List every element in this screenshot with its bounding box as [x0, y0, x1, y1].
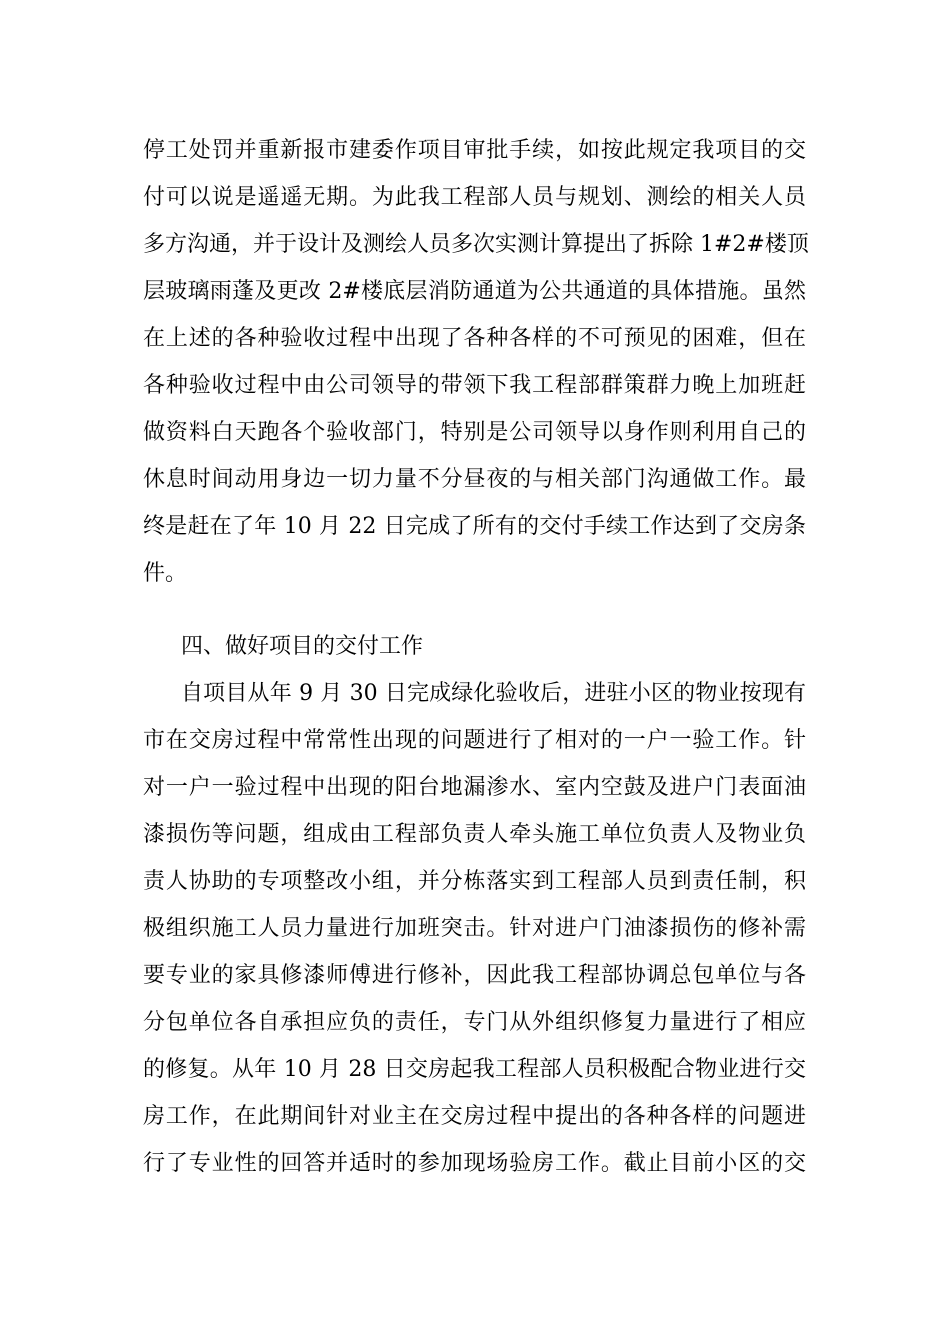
paragraph-line: 市在交房过程中常常性出现的问题进行了相对的一户一验工作。针	[143, 728, 806, 753]
paragraph-line: 漆损伤等问题，组成由工程部负责人牵头施工单位负责人及物业负	[143, 822, 806, 847]
paragraph-line: 的修复。从年 10 月 28 日交房起我工程部人员积极配合物业进行交	[143, 1057, 806, 1082]
paragraph-line: 房工作，在此期间针对业主在交房过程中提出的各种各样的问题进	[143, 1104, 806, 1129]
paragraph-line: 层玻璃雨蓬及更改 2#楼底层消防通道为公共通道的具体措施。虽然	[143, 279, 806, 304]
paragraph-line: 多方沟通，并于设计及测绘人员多次实测计算提出了拆除 1#2#楼顶	[143, 232, 809, 257]
section-heading: 四、做好项目的交付工作	[181, 634, 424, 659]
paragraph-line: 要专业的家具修漆师傅进行修补，因此我工程部协调总包单位与各	[143, 963, 806, 988]
paragraph-line: 在上述的各种验收过程中出现了各种各样的不可预见的困难，但在	[143, 326, 806, 351]
paragraph-line: 行了专业性的回答并适时的参加现场验房工作。截止目前小区的交	[143, 1151, 806, 1176]
paragraph-line: 极组织施工人员力量进行加班突击。针对进户门油漆损伤的修补需	[143, 916, 806, 941]
paragraph-line: 停工处罚并重新报市建委作项目审批手续，如按此规定我项目的交	[143, 138, 806, 163]
paragraph-line: 自项目从年 9 月 30 日完成绿化验收后，进驻小区的物业按现有	[181, 681, 806, 706]
paragraph-line: 件。	[143, 561, 188, 586]
paragraph-line: 休息时间动用身边一切力量不分昼夜的与相关部门沟通做工作。最	[143, 467, 806, 492]
paragraph-line: 分包单位各自承担应负的责任，专门从外组织修复力量进行了相应	[143, 1010, 806, 1035]
paragraph-line: 各种验收过程中由公司领导的带领下我工程部群策群力晚上加班赶	[143, 373, 806, 398]
paragraph-line: 责人协助的专项整改小组，并分栋落实到工程部人员到责任制，积	[143, 869, 806, 894]
paragraph-line: 做资料白天跑各个验收部门，特别是公司领导以身作则利用自己的	[143, 420, 806, 445]
paragraph-line: 对一户一验过程中出现的阳台地漏渗水、室内空鼓及进户门表面油	[143, 775, 806, 800]
paragraph-line: 付可以说是遥遥无期。为此我工程部人员与规划、测绘的相关人员	[143, 185, 806, 210]
paragraph-line: 终是赶在了年 10 月 22 日完成了所有的交付手续工作达到了交房条	[143, 514, 806, 539]
